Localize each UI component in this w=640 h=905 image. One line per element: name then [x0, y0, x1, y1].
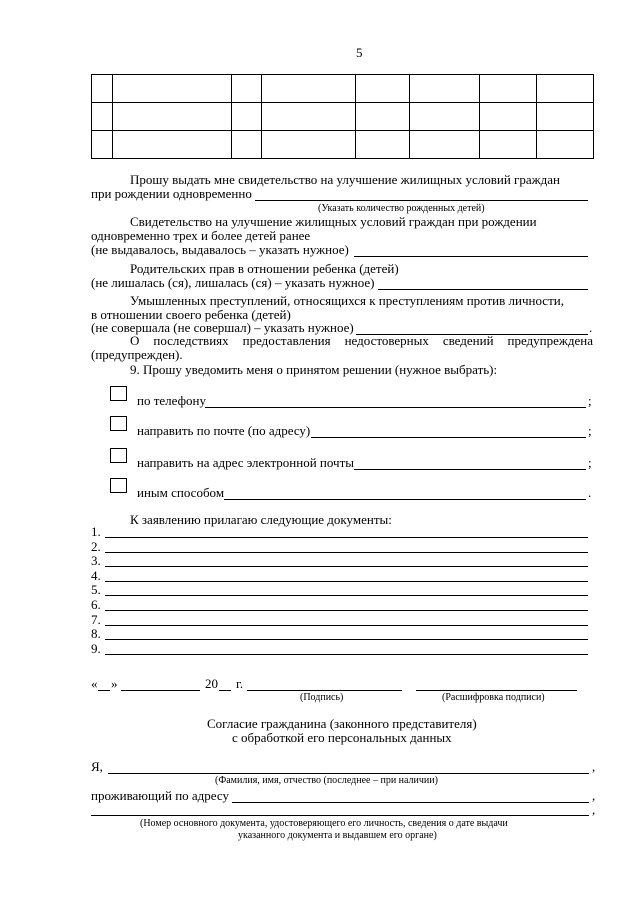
date-quote-open: «	[91, 676, 98, 691]
p5-line1: О последствиях предоставления недостоверных сведений предупреждена	[130, 333, 593, 348]
attachment-number: 6.	[91, 597, 101, 612]
attachment-number: 1.	[91, 524, 101, 539]
consent-ya: Я,	[91, 759, 103, 774]
notify-option-end: ;	[588, 393, 592, 408]
signature-decode-hint: (Расшифровка подписи)	[442, 692, 545, 703]
date-year-suffix: г.	[236, 676, 244, 691]
notify-option-end: ;	[588, 455, 592, 470]
p6-text: 9. Прошу уведомить меня о принятом решении (нужное выбрать):	[130, 362, 498, 377]
data-table	[91, 74, 594, 159]
table-cell[interactable]	[113, 75, 232, 103]
table-cell[interactable]	[409, 75, 479, 103]
children-count-hint: (Указать количество рожденных детей)	[318, 203, 485, 214]
p4-line3: (не совершала (не совершал) – указать нужное)	[91, 320, 354, 335]
id-document-hint-2: указанного документа и выдавшем его органе)	[238, 830, 437, 841]
signature-hint: (Подпись)	[300, 692, 344, 703]
table-cell[interactable]	[537, 131, 594, 159]
p4-line2: в отношении своего ребенка (детей)	[91, 307, 291, 322]
table-cell[interactable]	[409, 131, 479, 159]
p4-line1: Умышленных преступлений, относящихся к преступлениям против личности,	[130, 293, 564, 308]
table-cell[interactable]	[262, 103, 356, 131]
table-cell[interactable]	[113, 131, 232, 159]
consent-title-1: Согласие гражданина (законного представителя)	[207, 716, 477, 731]
notify-option-field[interactable]	[354, 469, 586, 470]
table-cell[interactable]	[537, 103, 594, 131]
address-field[interactable]	[232, 802, 589, 803]
table-row	[92, 103, 594, 131]
table-cell[interactable]	[262, 131, 356, 159]
notify-option-label: направить на адрес электронной почты	[137, 455, 354, 470]
p2-line1: Свидетельство на улучшение жилищных условий граждан при рождении	[130, 214, 537, 229]
fio-field[interactable]	[108, 773, 589, 774]
address-label: проживающий по адресу	[91, 788, 229, 803]
notify-option-label: направить по почте (по адресу)	[137, 423, 311, 438]
fio-comma: ,	[592, 759, 596, 774]
p1-line1: Прошу выдать мне свидетельство на улучшение жилищных условий граждан	[130, 172, 560, 187]
attachment-field[interactable]	[105, 639, 588, 640]
table-cell[interactable]	[113, 103, 232, 131]
table-cell[interactable]	[92, 131, 113, 159]
table-cell[interactable]	[92, 75, 113, 103]
table-cell[interactable]	[355, 131, 409, 159]
attachment-field[interactable]	[105, 595, 588, 596]
attachment-number: 2.	[91, 538, 101, 554]
table-cell[interactable]	[231, 131, 261, 159]
attachment-number: 3.	[91, 553, 101, 569]
children-count-field[interactable]	[255, 200, 588, 201]
attachment-field[interactable]	[105, 610, 588, 611]
table-row	[92, 75, 594, 103]
attachment-field[interactable]	[105, 654, 588, 655]
table-cell[interactable]	[479, 103, 537, 131]
parental-rights-field[interactable]	[378, 289, 588, 290]
table-cell[interactable]	[355, 75, 409, 103]
table-cell[interactable]	[355, 103, 409, 131]
attachment-number: 9.	[91, 640, 101, 656]
table-cell[interactable]	[231, 75, 261, 103]
table-cell[interactable]	[262, 75, 356, 103]
notify-option-checkbox[interactable]	[110, 386, 127, 401]
attachment-field[interactable]	[105, 625, 588, 626]
table-cell[interactable]	[92, 103, 113, 131]
p3-line2: (не лишалась (ся), лишалась (ся) – указать нужное)	[91, 275, 375, 290]
p2-line2: одновременно трех и более детей ранее	[91, 228, 311, 243]
date-quote-close: »	[111, 676, 118, 691]
consent-title-2: с обработкой его персональных данных	[232, 730, 452, 745]
date-year-prefix: 20	[205, 676, 218, 691]
id-document-hint-1: (Номер основного документа, удостоверяющего его личность, сведения о дате выдачи	[140, 818, 508, 829]
attachment-number: 4.	[91, 567, 101, 583]
signature-field[interactable]	[247, 690, 402, 691]
notify-option-checkbox[interactable]	[110, 478, 127, 493]
id-document-field[interactable]	[91, 815, 589, 816]
date-month-field[interactable]	[121, 690, 200, 691]
notify-option-end: ;	[588, 423, 592, 438]
date-day-field[interactable]	[98, 690, 110, 691]
notify-option-end: .	[588, 485, 592, 500]
table-cell[interactable]	[479, 75, 537, 103]
attachment-number: 7.	[91, 611, 101, 627]
notify-option-label: по телефону	[137, 393, 206, 408]
attachment-field[interactable]	[105, 581, 588, 582]
attachment-field[interactable]	[105, 537, 588, 538]
table-cell[interactable]	[479, 131, 537, 159]
page-number: 5	[356, 45, 363, 60]
notify-option-label: иным способом	[137, 485, 225, 500]
notify-option-field[interactable]	[205, 407, 586, 408]
attachment-field[interactable]	[105, 552, 588, 553]
p4-end: .	[589, 320, 593, 335]
table-row	[92, 131, 594, 159]
id-document-comma: ,	[592, 802, 596, 817]
attachment-number: 5.	[91, 582, 101, 598]
notify-option-field[interactable]	[224, 499, 586, 500]
p2-line3: (не выдавалось, выдавалось – указать нужное)	[91, 242, 349, 257]
date-year-field[interactable]	[219, 690, 231, 691]
attach-heading: К заявлению прилагаю следующие документы:	[130, 512, 392, 527]
signature-decode-field[interactable]	[416, 690, 577, 691]
notify-option-checkbox[interactable]	[110, 416, 127, 431]
p1-line2: при рождении одновременно	[91, 186, 252, 201]
table-cell[interactable]	[231, 103, 261, 131]
attachment-field[interactable]	[105, 566, 588, 567]
table-cell[interactable]	[409, 103, 479, 131]
notify-option-field[interactable]	[311, 437, 586, 438]
p5-line2: (предупрежден).	[91, 347, 183, 362]
address-comma: ,	[592, 788, 596, 803]
attachment-number: 8.	[91, 626, 101, 642]
notify-option-checkbox[interactable]	[110, 448, 127, 463]
table-cell[interactable]	[537, 75, 594, 103]
fio-hint: (Фамилия, имя, отчество (последнее – при наличии)	[215, 775, 438, 786]
certificate-issued-field[interactable]	[354, 256, 588, 257]
p3-line1: Родительских прав в отношении ребенка (детей)	[130, 261, 399, 276]
